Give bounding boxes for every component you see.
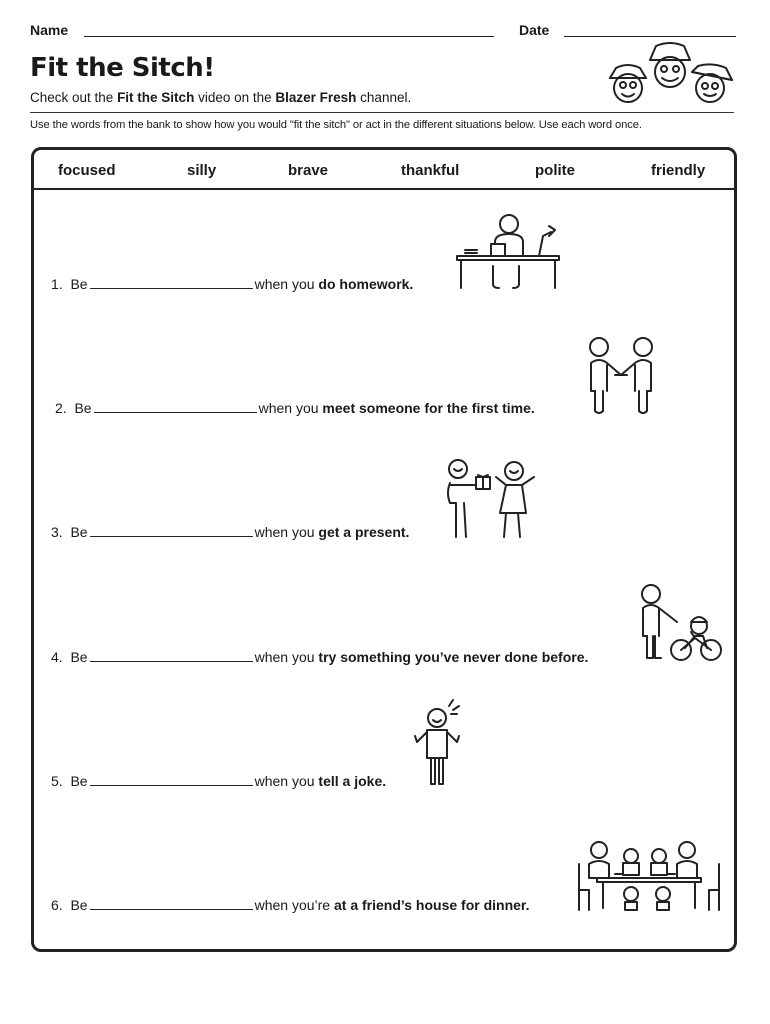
be-label: Be (70, 773, 88, 789)
answer-blank[interactable] (90, 772, 253, 786)
word-bank-item: silly (187, 162, 217, 179)
when-label: when you (254, 773, 319, 789)
name-field[interactable] (84, 36, 494, 37)
question-number: 3. (51, 524, 63, 540)
be-label: Be (70, 897, 88, 913)
date-field[interactable] (564, 36, 736, 37)
question-4 (51, 648, 588, 665)
word-bank-item: friendly (651, 162, 706, 179)
page-title: Fit the Sitch! (30, 53, 215, 83)
question-number: 2. (55, 400, 67, 416)
situation-text: do homework. (318, 276, 414, 292)
when-label: when you (254, 276, 319, 292)
answer-blank[interactable] (90, 648, 253, 662)
when-label: when you (258, 400, 323, 416)
question-1 (51, 275, 413, 292)
word-bank-item: thankful (401, 162, 460, 179)
question-3 (51, 523, 409, 540)
divider (30, 112, 734, 113)
situation-text: at a friend’s house for dinner. (333, 897, 530, 913)
answer-blank[interactable] (90, 896, 253, 910)
subtitle-middle: video on the (194, 90, 276, 105)
dinner-table-icon (575, 838, 723, 914)
word-bank-item: focused (58, 162, 116, 179)
when-label: when you (254, 524, 319, 540)
when-label: when you’re (254, 897, 334, 913)
homework-desk-icon (455, 210, 565, 292)
situation-text: try something you’ve never done before. (318, 649, 589, 665)
be-label: Be (70, 524, 88, 540)
video-name: Fit the Sitch (117, 90, 195, 105)
worksheet-box (31, 147, 737, 952)
situation-text: meet someone for the first time. (322, 400, 535, 416)
question-2 (55, 399, 535, 416)
blazer-fresh-logo-icon (604, 40, 736, 108)
question-number: 4. (51, 649, 63, 665)
answer-blank[interactable] (90, 523, 253, 537)
question-number: 1. (51, 276, 63, 292)
situation-text: get a present. (318, 524, 410, 540)
when-label: when you (254, 649, 319, 665)
question-6 (51, 896, 530, 913)
question-number: 6. (51, 897, 63, 913)
question-number: 5. (51, 773, 63, 789)
word-bank (34, 150, 734, 190)
word-bank-item: brave (288, 162, 329, 179)
subtitle (30, 90, 411, 105)
be-label: Be (70, 276, 88, 292)
present-giving-icon (440, 457, 544, 543)
be-label: Be (74, 400, 92, 416)
question-5 (51, 772, 386, 789)
word-bank-item: polite (535, 162, 575, 179)
name-label: Name (30, 22, 69, 38)
situation-text: tell a joke. (318, 773, 387, 789)
be-label: Be (70, 649, 88, 665)
subtitle-prefix: Check out the (30, 90, 118, 105)
date-label: Date (519, 22, 550, 38)
joke-telling-icon (411, 698, 467, 788)
answer-blank[interactable] (94, 399, 257, 413)
subtitle-suffix: channel. (356, 90, 412, 105)
answer-blank[interactable] (90, 275, 253, 289)
handshake-icon (583, 335, 659, 417)
channel-name: Blazer Fresh (275, 90, 357, 105)
instructions: Use the words from the bank to show how you would "fit the sitch" or act in the different situations below. Use each word once. (30, 119, 642, 131)
bike-riding-icon (637, 582, 723, 664)
